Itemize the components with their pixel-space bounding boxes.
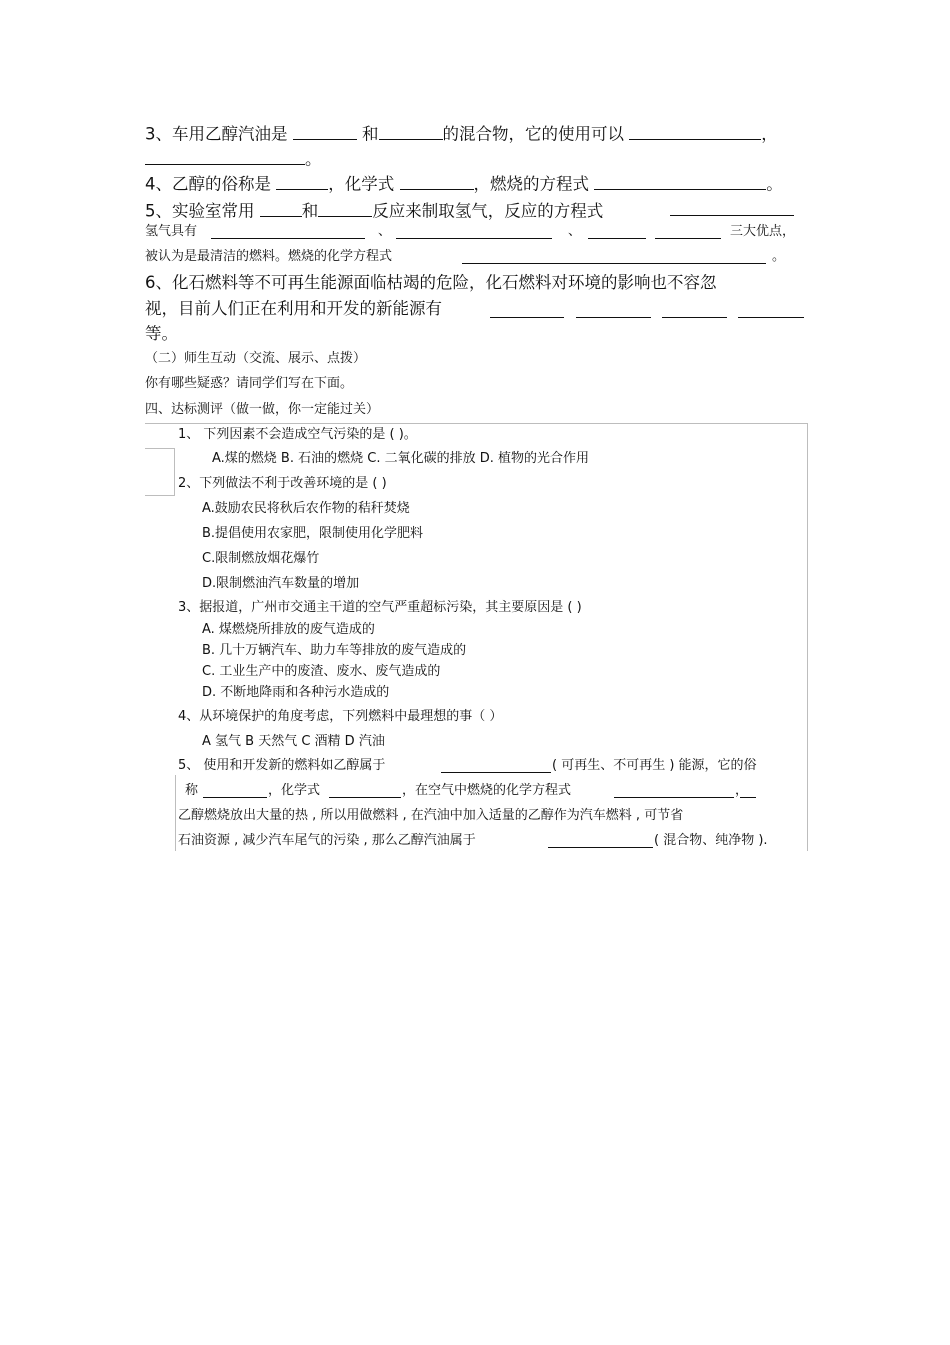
q5-advantages-tail [730,225,795,238]
doubts-prompt: 你有哪些疑惑？请同学们写在下面。 [145,376,354,391]
t2-option-b: B.提倡使用农家肥，限制使用化学肥料 [202,526,424,541]
q5-line3-end-text: 。 [772,249,786,264]
q6-text-2: 视，目前人们正在利用和开发的新能源有 [145,299,442,318]
t5-line2-b: ，化学式 [268,783,321,798]
frame-notch-top [145,448,175,449]
q5-text-c: 反应来制取氢气，反应的方程式 [372,201,604,221]
q3-text-b: 和 [362,124,379,144]
q5-line2 [145,225,197,238]
q3-blank-3[interactable] [629,122,761,140]
q3-blank-2[interactable] [379,122,443,140]
q6-blank-4[interactable] [738,301,804,318]
section-interaction-heading: （二）师生互动（交流、展示、点拨） [145,351,367,366]
t3-option-a: A. 煤燃烧所排放的废气造成的 [202,622,375,637]
frame-right [807,423,808,851]
q4-text-b: ，化学式 [328,174,395,194]
q3-text-d: ， [761,124,778,144]
q5-line3 [145,250,392,263]
t3-option-c: C. 工业生产中的废渣、废水、废气造成的 [202,664,441,679]
q4-line [145,172,783,193]
t5-line3: 乙醇燃烧放出大量的热 , 所以用做燃料 , 在汽油中加入适量的乙醇作为汽车燃料 , 可节省 [178,808,684,823]
t5-blank-4[interactable] [614,784,734,798]
q5-sep-2 [568,225,581,238]
t3-stem: 3、据报道，广州市交通主干道的空气严重超标污染，其主要原因是 ( ) [178,600,582,615]
q6-blank-3[interactable] [662,301,727,318]
t5-line1-b: ( 可再生、不可再生 ) 能源，它的俗 [552,758,757,773]
t1-stem: 1、 下列因素不会造成空气污染的是 ( )。 [178,427,417,442]
q5-adv-blank-2[interactable] [396,225,552,239]
t3-option-d: D. 不断地降雨和各种污水造成的 [202,685,390,700]
q4-text-c: ，燃烧的方程式 [473,174,589,194]
q5-adv-blank-3[interactable] [588,225,646,239]
q3-text-c: 的混合物，它的使用可以 [442,124,624,144]
q5-sep-1 [378,225,391,238]
section-test-heading: 四、达标测评（做一做，你一定能过关） [145,402,380,417]
t2-option-c: C.限制燃放烟花爆竹 [202,551,320,566]
q5-advantages-tail-text: 三大优点， [730,224,796,239]
t5-blank-3[interactable] [329,784,401,798]
frame-notch-bottom [145,495,175,496]
t2-option-d: D.限制燃油汽车数量的增加 [202,576,360,591]
t5-line2-c: ，在空气中燃烧的化学方程式 [402,783,572,798]
t5-line4-a: 石油资源 , 减少汽车尾气的污染 , 那么乙醇汽油属于 [178,833,476,848]
q6-line2 [145,301,442,318]
q6-text-3: 等。 [145,324,178,343]
q4-blank-3[interactable] [594,172,766,190]
t5-blank-2[interactable] [203,784,267,798]
q3-blank-1[interactable] [293,122,357,140]
q3-text-a: 3、车用乙醇汽油是 [145,124,288,144]
t3-option-b: B. 几十万辆汽车、助力车等排放的废气造成的 [202,643,467,658]
frame-top [145,423,808,424]
t5-blank-1[interactable] [441,759,551,773]
q6-text-1: 6、化石燃料等不可再生能源面临枯竭的危险，化石燃料对环境的影响也不容忽 [145,273,717,292]
q5-sep-1-text: 、 [378,224,392,239]
q5-sep-2-text: 、 [568,224,582,239]
t1-options: A.煤的燃烧 B. 石油的燃烧 C. 二氧化碳的排放 D. 植物的光合作用 [212,451,589,466]
q4-blank-1[interactable] [276,172,328,190]
t4-stem: 4、从环境保护的角度考虑，下列燃料中最理想的事（ ） [178,709,503,724]
q5-text-c2a: 氢气具有 [145,224,198,239]
frame-notch-vert [174,448,175,495]
q5-line1 [145,199,603,220]
q5-blank-2[interactable] [318,199,372,217]
q3-blank-4[interactable] [145,147,305,165]
q4-blank-2[interactable] [400,172,474,190]
q5-adv-blank-1[interactable] [211,225,365,239]
q4-text-d: 。 [766,174,783,194]
t5-line1-a: 5、 使用和开发新的燃料如乙醇属于 [178,758,386,773]
q5-blank-1[interactable] [260,199,302,217]
q5-text-b: 和 [301,201,319,221]
q3-line2 [145,147,322,168]
q5-adv-blank-4[interactable] [655,225,721,239]
t5-line4-b: ( 混合物、纯净物 ). [654,833,768,848]
q6-line3 [145,326,178,343]
q6-blank-1[interactable] [490,301,564,318]
t4-options: A 氢气 B 天然气 C 酒精 D 汽油 [202,734,385,749]
q5-combust-blank[interactable] [462,250,766,264]
q5-text-e: 被认为是最清洁的燃料。燃烧的化学方程式 [145,249,393,264]
frame-left-lower [175,775,176,851]
q4-text-a: 4、乙醇的俗称是 [145,174,271,194]
q6-line1 [145,275,717,292]
t2-option-a: A.鼓励农民将秋后农作物的秸秆焚烧 [202,501,410,516]
t5-blank-6[interactable] [548,834,653,848]
q6-blank-2[interactable] [576,301,651,318]
t5-line2-a: 称 [185,783,199,798]
t5-line2-d: ， [735,783,749,798]
t5-blank-5[interactable] [740,784,756,798]
t2-stem: 2、下列做法不利于改善环境的是 ( ) [178,476,387,491]
q3-line1 [145,122,778,143]
q5-text-a: 5、实验室常用 [145,201,255,221]
q5-blank-equation[interactable] [670,199,794,216]
q3-text-end: 。 [305,149,322,169]
q5-line3-end [772,250,785,263]
